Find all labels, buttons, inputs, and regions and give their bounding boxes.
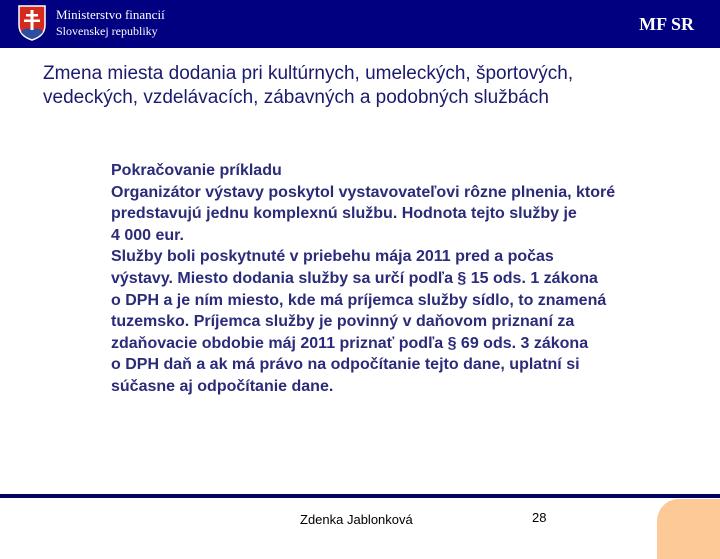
- title-line-1: Zmena miesta dodania pri kultúrnych, umeleckých, športových,: [43, 63, 574, 84]
- footer-divider: [0, 494, 720, 498]
- short-name: MF SR: [639, 14, 694, 34]
- org-line-2: Slovenskej republiky: [56, 24, 158, 38]
- slide-body: [111, 160, 711, 398]
- body-line: zdaňovacie obdobie máj 2011 priznať podľa § 69 ods. 3 zákona: [111, 334, 589, 352]
- body-line: o DPH a je ním miesto, kde má príjemca služby sídlo, to znamená: [111, 291, 607, 309]
- body-line: výstavy. Miesto dodania služby sa určí podľa § 15 ods. 1 zákona: [111, 269, 598, 287]
- title-line-2: vedeckých, vzdelávacích, zábavných a podobných službách: [43, 87, 549, 108]
- body-line: predstavujú jednu komplexnú službu. Hodnota tejto služby je: [111, 205, 577, 223]
- body-line: o DPH daň a ak má právo na odpočítanie tejto dane, uplatní si: [111, 356, 580, 374]
- coat-of-arms-icon: [18, 5, 46, 41]
- org-line-1: Ministerstvo financií: [56, 7, 165, 22]
- organization-name: [56, 6, 165, 40]
- body-line: súčasne aj odpočítanie dane.: [111, 377, 334, 395]
- page-number: 28: [532, 510, 547, 525]
- body-line: Pokračovanie príkladu: [111, 162, 282, 179]
- header-bar: [0, 0, 720, 48]
- body-line: tuzemsko. Príjemca služby je povinný v daňovom priznaní za: [111, 313, 575, 331]
- corner-decoration: [657, 499, 720, 559]
- body-line: 4 000 eur.: [111, 226, 184, 244]
- footer-author: Zdenka Jablonková: [300, 512, 413, 527]
- slide-title: [43, 62, 703, 110]
- body-line: Služby boli poskytnuté v priebehu mája 2011 pred a počas: [111, 248, 554, 266]
- body-line: Organizátor výstavy poskytol vystavovateľovi rôzne plnenia, ktoré: [111, 183, 616, 201]
